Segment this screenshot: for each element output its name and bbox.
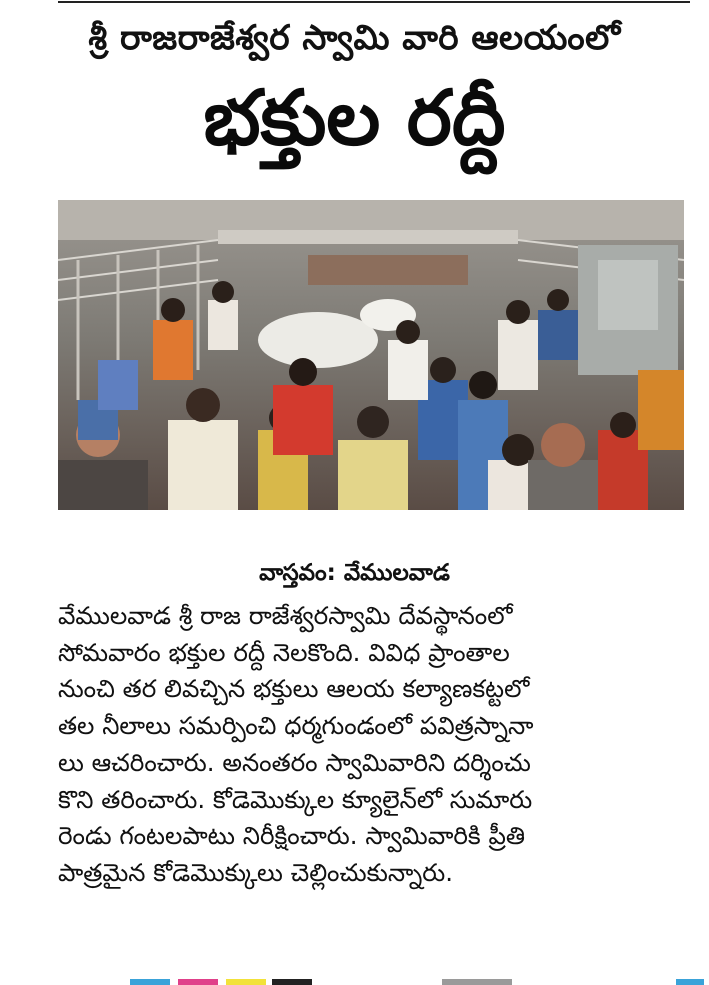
article-headline: భక్తుల రద్దీ: [203, 73, 506, 162]
article-body-line: రెండు గంటలపాటు నిరీక్షించారు. స్వామివారికి ప్రీతి: [58, 821, 526, 851]
article-body-line: తల నీలాలు సమర్పించి ధర్మగుండంలో పవిత్రస్నానా: [58, 711, 534, 741]
registration-mark: [442, 979, 512, 985]
article-dateline: వాస్తవం: వేములవాడ: [259, 560, 450, 586]
article-kicker: శ్రీ రాజరాజేశ్వర స్వామి వారి ఆలయంలో: [88, 18, 621, 58]
article-body-line: వేములవాడ శ్రీ రాజ రాజేశ్వరస్వామి దేవస్థానంలో: [58, 601, 513, 630]
article-body-line: లు ఆచరించారు. అనంతరం స్వామివారిని దర్శించు: [58, 747, 531, 777]
article-body-line: కొని తరించారు. కోడెమొక్కుల క్యూలైన్‌లో సుమారు: [58, 784, 533, 814]
article-body-line: పాత్రమైన కోడెమొక్కులు చెల్లించుకున్నారు.: [58, 857, 454, 887]
top-rule: [58, 1, 690, 3]
registration-mark: [130, 979, 170, 985]
registration-mark: [178, 979, 218, 985]
registration-mark: [272, 979, 312, 985]
registration-mark: [226, 979, 266, 985]
registration-mark: [676, 979, 704, 985]
crowd-photo-illustration: [58, 200, 684, 510]
article-body-line: సోమవారం భక్తుల రద్దీ నెలకొంది. వివిధ ప్రాంతాల: [58, 637, 510, 667]
article-body: [58, 598, 694, 892]
news-photo: [58, 200, 684, 510]
article-body-line: నుంచి తర లివచ్చిన భక్తులు ఆలయ కల్యాణకట్టలో: [58, 674, 530, 704]
